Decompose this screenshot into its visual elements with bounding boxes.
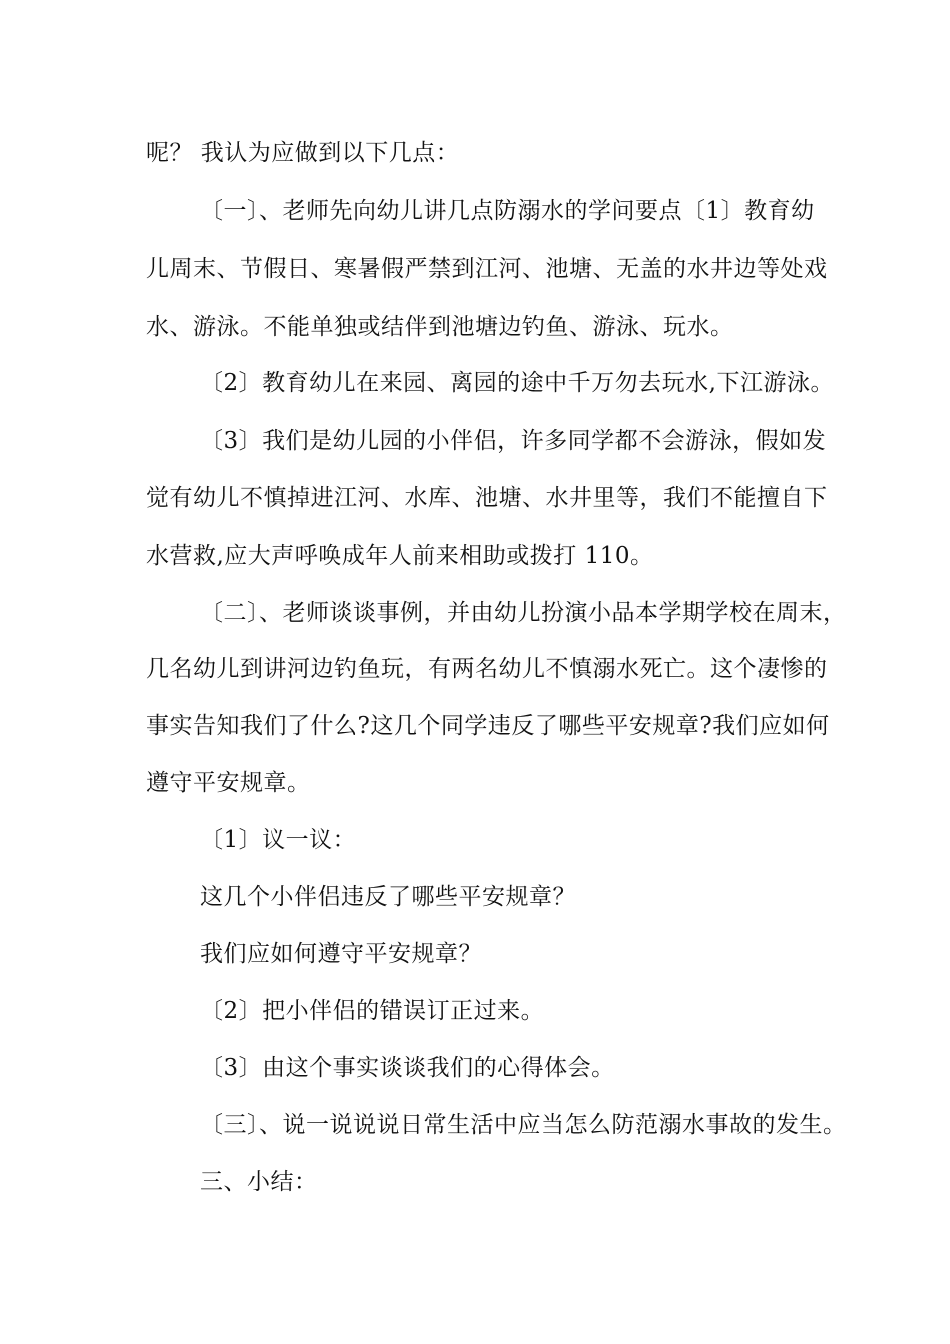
text-line: 几名幼儿到讲河边钓鱼玩，有两名幼儿不慎溺水死亡。这个凄惨的 (146, 656, 828, 682)
text-line: 〔三〕、说一说说说日常生活中应当怎么防范溺水事故的发生。 (200, 1112, 847, 1138)
text-line: 事实告知我们了什么?这几个同学违反了哪些平安规章?我们应如何 (146, 713, 830, 739)
text-line: 〔2〕把小伴侣的错误订正过来。 (200, 998, 545, 1024)
text-line: 〔3〕我们是幼儿园的小伴侣，许多同学都不会游泳，假如发 (200, 428, 827, 454)
text-line: 〔二〕、老师谈谈事例，并由幼儿扮演小品本学期学校在周末， (200, 600, 847, 626)
text-line: 遵守平安规章。 (146, 770, 311, 796)
text-line: 我们应如何遵守平安规章？ (200, 941, 482, 967)
text-line: 三、小结： (200, 1169, 318, 1195)
text-line: 〔3〕由这个事实谈谈我们的心得体会。 (200, 1055, 615, 1081)
text-line: 水、游泳。不能单独或结伴到池塘边钓鱼、游泳、玩水。 (146, 314, 734, 340)
text-line: 儿周末、节假日、寒暑假严禁到江河、池塘、无盖的水井边等处戏 (146, 256, 828, 282)
text-line: 呢？ 我认为应做到以下几点： (146, 140, 460, 166)
text-line: 水营救,应大声呼唤成年人前来相助或拨打 110。 (146, 543, 654, 569)
text-line: 觉有幼儿不慎掉进江河、水库、池塘、水井里等，我们不能擅自下 (146, 485, 828, 511)
text-line: 〔一〕、老师先向幼儿讲几点防溺水的学问要点〔1〕教育幼 (200, 198, 815, 224)
text-line: 〔2〕教育幼儿在来园、离园的途中千万勿去玩水,下江游泳。 (200, 370, 834, 396)
text-line: 这几个小伴侣违反了哪些平安规章？ (200, 884, 576, 910)
text-line: 〔1〕议一议： (200, 827, 357, 853)
